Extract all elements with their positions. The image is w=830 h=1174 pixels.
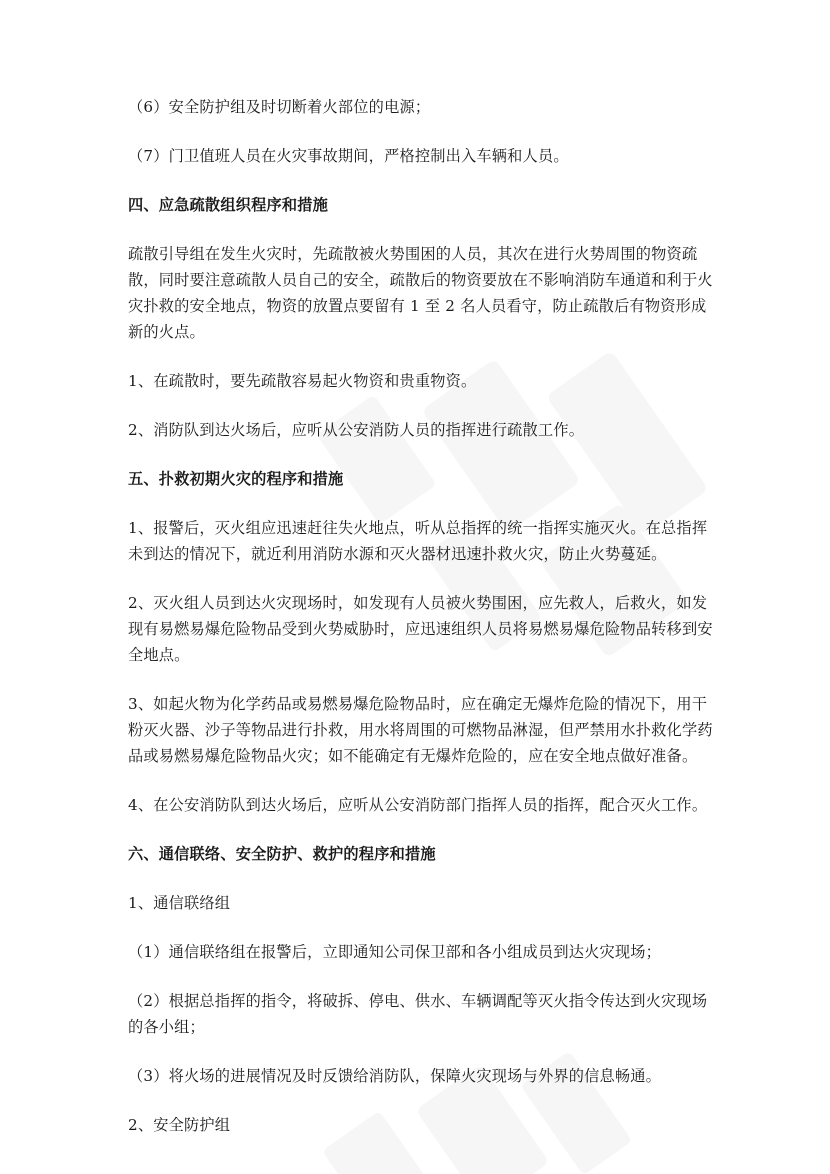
paragraph-comms-2: （2）根据总指挥的指令，将破拆、停电、供水、车辆调配等灭火指令传达到火灾现场的各小组； [128,992,708,1036]
paragraph-firefight-2: 2、灭火组人员到达火灾现场时，如发现有人员被火势围困，应先救人，后救火，如发现有易燃易爆危险物品受到火势威胁时，应迅速组织人员将易燃易爆危险物品转移到安全地点。 [128,594,713,664]
paragraph-firefight-4: 4、在公安消防队到达火场后，应听从公安消防部门指挥人员的指挥，配合灭火工作。 [128,796,708,814]
section-heading-5: 五、扑救初期火灾的程序和措施 [128,470,344,488]
paragraph-comms-3: （3）将火场的进展情况及时反馈给消防队，保障火灾现场与外界的信息畅通。 [128,1067,662,1085]
paragraph-firefight-3: 3、如起火物为化学药品或易燃易爆危险物品时，应在确定无爆炸危险的情况下，用干粉灭火器、沙子等物品进行扑救，用水将周围的可燃物品淋湿，但严禁用水扑救化学药品或易燃易爆危险物品火灾；如不能确定有无爆炸危险的，应在安全地点做好准备。 [128,695,713,765]
document-body [128,94,718,1138]
paragraph-firefight-1: 1、报警后，灭火组应迅速赶往失火地点，听从总指挥的统一指挥实施灭火。在总指挥未到达的情况下，就近利用消防水源和灭火器材迅速扑救火灾，防止火势蔓延。 [128,519,708,563]
paragraph-comms-1: （1）通信联络组在报警后，立即通知公司保卫部和各小组成员到达火灾现场； [128,943,662,961]
paragraph-item-7: （7）门卫值班人员在火灾事故期间，严格控制出入车辆和人员。 [128,147,569,165]
paragraph-item-6: （6）安全防护组及时切断着火部位的电源； [128,98,431,116]
paragraph-evacuation-1: 1、在疏散时，要先疏散容易起火物资和贵重物资。 [128,372,477,390]
paragraph-safety-title: 2、安全防护组 [128,1116,231,1134]
paragraph-evacuation-2: 2、消防队到达火场后，应听从公安消防人员的指挥进行疏散工作。 [128,421,585,439]
section-heading-4: 四、应急疏散组织程序和措施 [128,196,329,214]
section-heading-6: 六、通信联络、安全防护、救护的程序和措施 [128,845,436,863]
paragraph-comms-title: 1、通信联络组 [128,894,231,912]
paragraph-evacuation-intro: 疏散引导组在发生火灾时，先疏散被火势围困的人员，其次在进行火势周围的物资疏散，同时要注意疏散人员自己的安全，疏散后的物资要放在不影响消防车通道和利于火灾扑救的安全地点，物资的放置点要留有 1 至 2 名人员看守，防止疏散后有物资形成新的火点。 [128,245,713,341]
